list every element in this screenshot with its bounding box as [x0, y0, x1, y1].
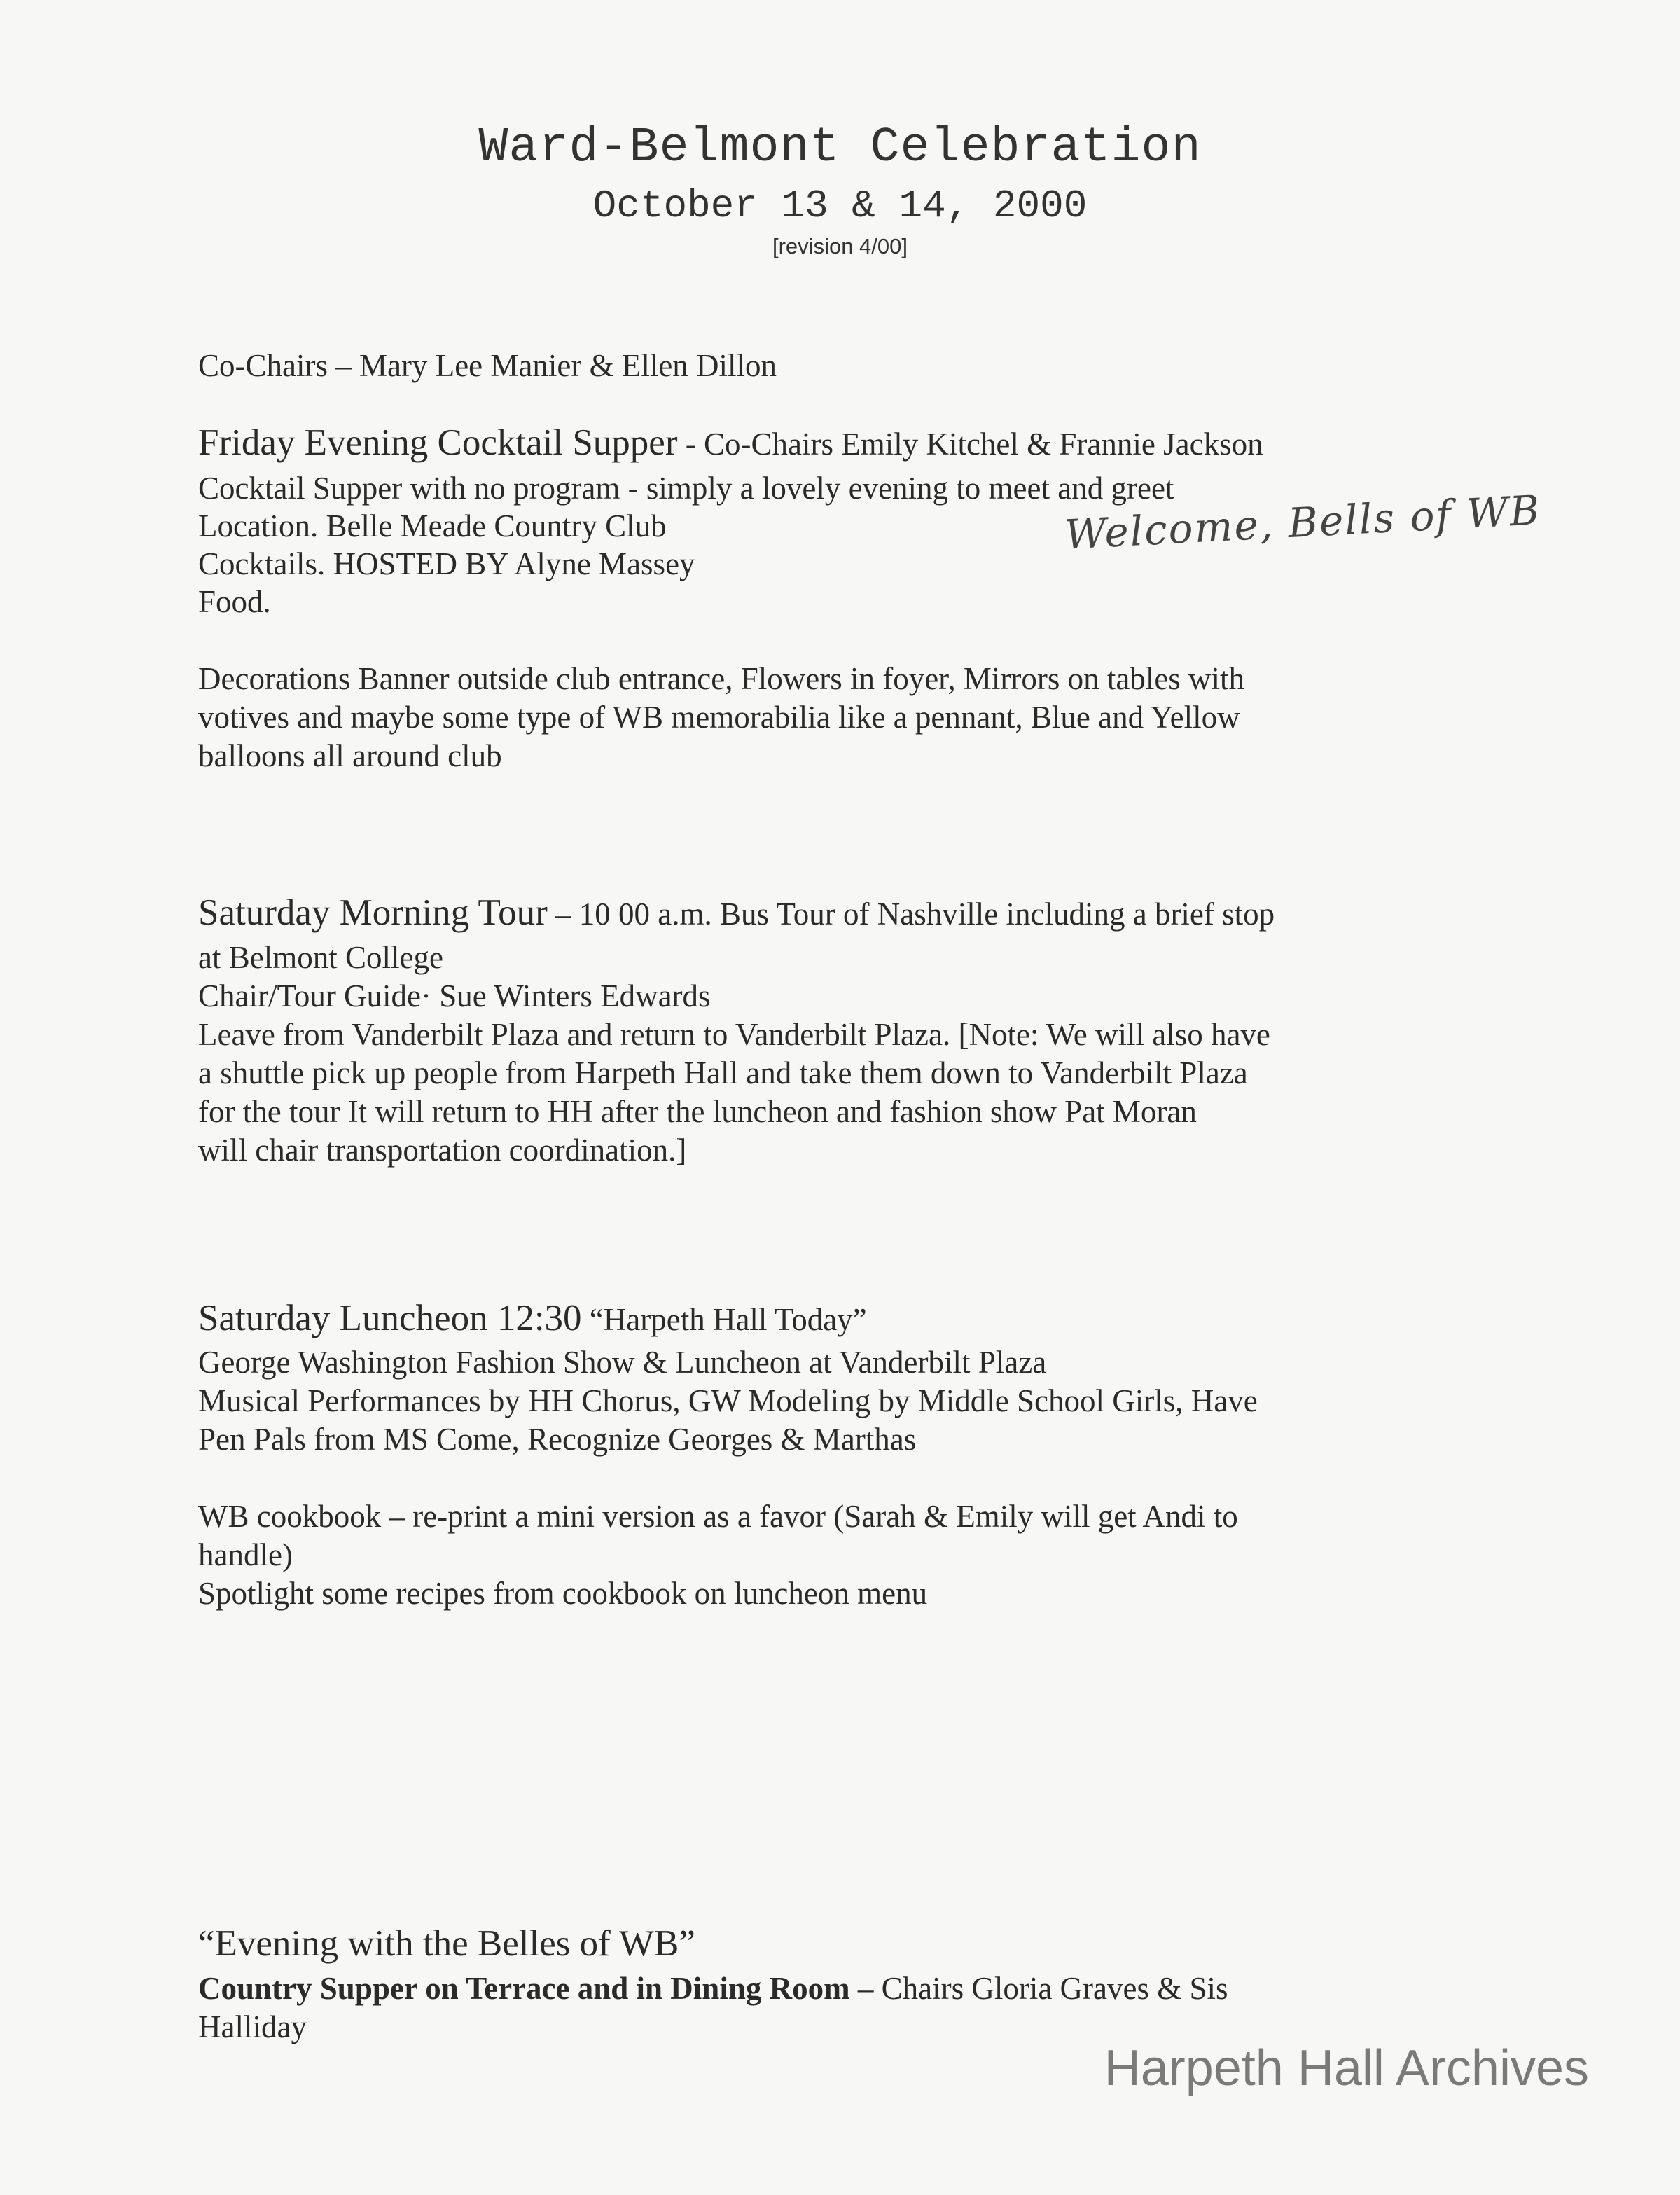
- decorations-line-1: Decorations Banner outside club entrance, Flowers in foyer, Mirrors on tables with: [198, 661, 1245, 696]
- evening-venue: Country Supper on Terrace and in Dining Room: [198, 1971, 850, 2006]
- friday-cocktails: Cocktails. HOSTED BY Alyne Massey: [198, 546, 695, 581]
- evening-line-1: [198, 1969, 1228, 2008]
- tour-heading: Saturday Morning Tour: [198, 892, 548, 933]
- evening-chairs: – Chairs Gloria Graves & Sis: [849, 1971, 1228, 2006]
- event-date: October 13 & 14, 2000: [592, 184, 1088, 228]
- decorations-line-3: balloons all around club: [198, 738, 502, 773]
- friday-heading: Friday Evening Cocktail Supper: [198, 422, 678, 463]
- revision-note: [revision 4/00]: [772, 234, 908, 258]
- cookbook-line-2: handle): [198, 1537, 293, 1572]
- tour-line-5: for the tour It will return to HH after the luncheon and fashion show Pat Moran: [198, 1094, 1197, 1129]
- luncheon-line-3: Pen Pals from MS Come, Recognize Georges & Marthas: [198, 1422, 917, 1457]
- friday-location: Location. Belle Meade Country Club: [198, 508, 667, 543]
- archive-watermark: Harpeth Hall Archives: [1104, 2040, 1589, 2096]
- tour-line-6: will chair transportation coordination.]: [198, 1133, 687, 1168]
- cookbook-line-3: Spotlight some recipes from cookbook on luncheon menu: [198, 1576, 928, 1611]
- tour-guide: Chair/Tour Guide· Sue Winters Edwards: [198, 978, 711, 1013]
- tour-heading-line: [198, 894, 1275, 934]
- luncheon-line-2: Musical Performances by HH Chorus, GW Modeling by Middle School Girls, Have: [198, 1383, 1258, 1418]
- evening-heading: “Evening with the Belles of WB”: [198, 1923, 695, 1964]
- cookbook-line-1: WB cookbook – re-print a mini version as a favor (Sarah & Emily will get Andi to: [198, 1499, 1238, 1534]
- luncheon-theme: “Harpeth Hall Today”: [581, 1302, 867, 1337]
- friday-chairs: - Co-Chairs Emily Kitchel & Frannie Jackson: [677, 427, 1263, 462]
- evening-line-2: Halliday: [198, 2009, 307, 2044]
- co-chairs-line: Co-Chairs – Mary Lee Manier & Ellen Dillon: [198, 348, 777, 383]
- friday-line-1: Cocktail Supper with no program - simply a lovely evening to meet and greet: [198, 471, 1174, 506]
- decorations-line-2: votives and maybe some type of WB memorabilia like a pennant, Blue and Yellow: [198, 700, 1240, 735]
- handwritten-annotation: Welcome, Bells of WB: [1063, 486, 1542, 559]
- tour-line-3: Leave from Vanderbilt Plaza and return to Vanderbilt Plaza. [Note: We will also have: [198, 1017, 1270, 1052]
- luncheon-heading-line: [198, 1299, 867, 1339]
- document-title: Ward-Belmont Celebration: [478, 120, 1202, 176]
- luncheon-line-1: George Washington Fashion Show & Luncheon at Vanderbilt Plaza: [198, 1345, 1047, 1380]
- friday-food: Food.: [198, 584, 271, 619]
- tour-line-4: a shuttle pick up people from Harpeth Hall and take them down to Vanderbilt Plaza: [198, 1055, 1248, 1090]
- tour-line-1: at Belmont College: [198, 940, 443, 975]
- luncheon-heading: Saturday Luncheon 12:30: [198, 1298, 582, 1338]
- friday-heading-line: [198, 424, 1263, 464]
- tour-description: – 10 00 a.m. Bus Tour of Nashville including a brief stop: [547, 896, 1275, 932]
